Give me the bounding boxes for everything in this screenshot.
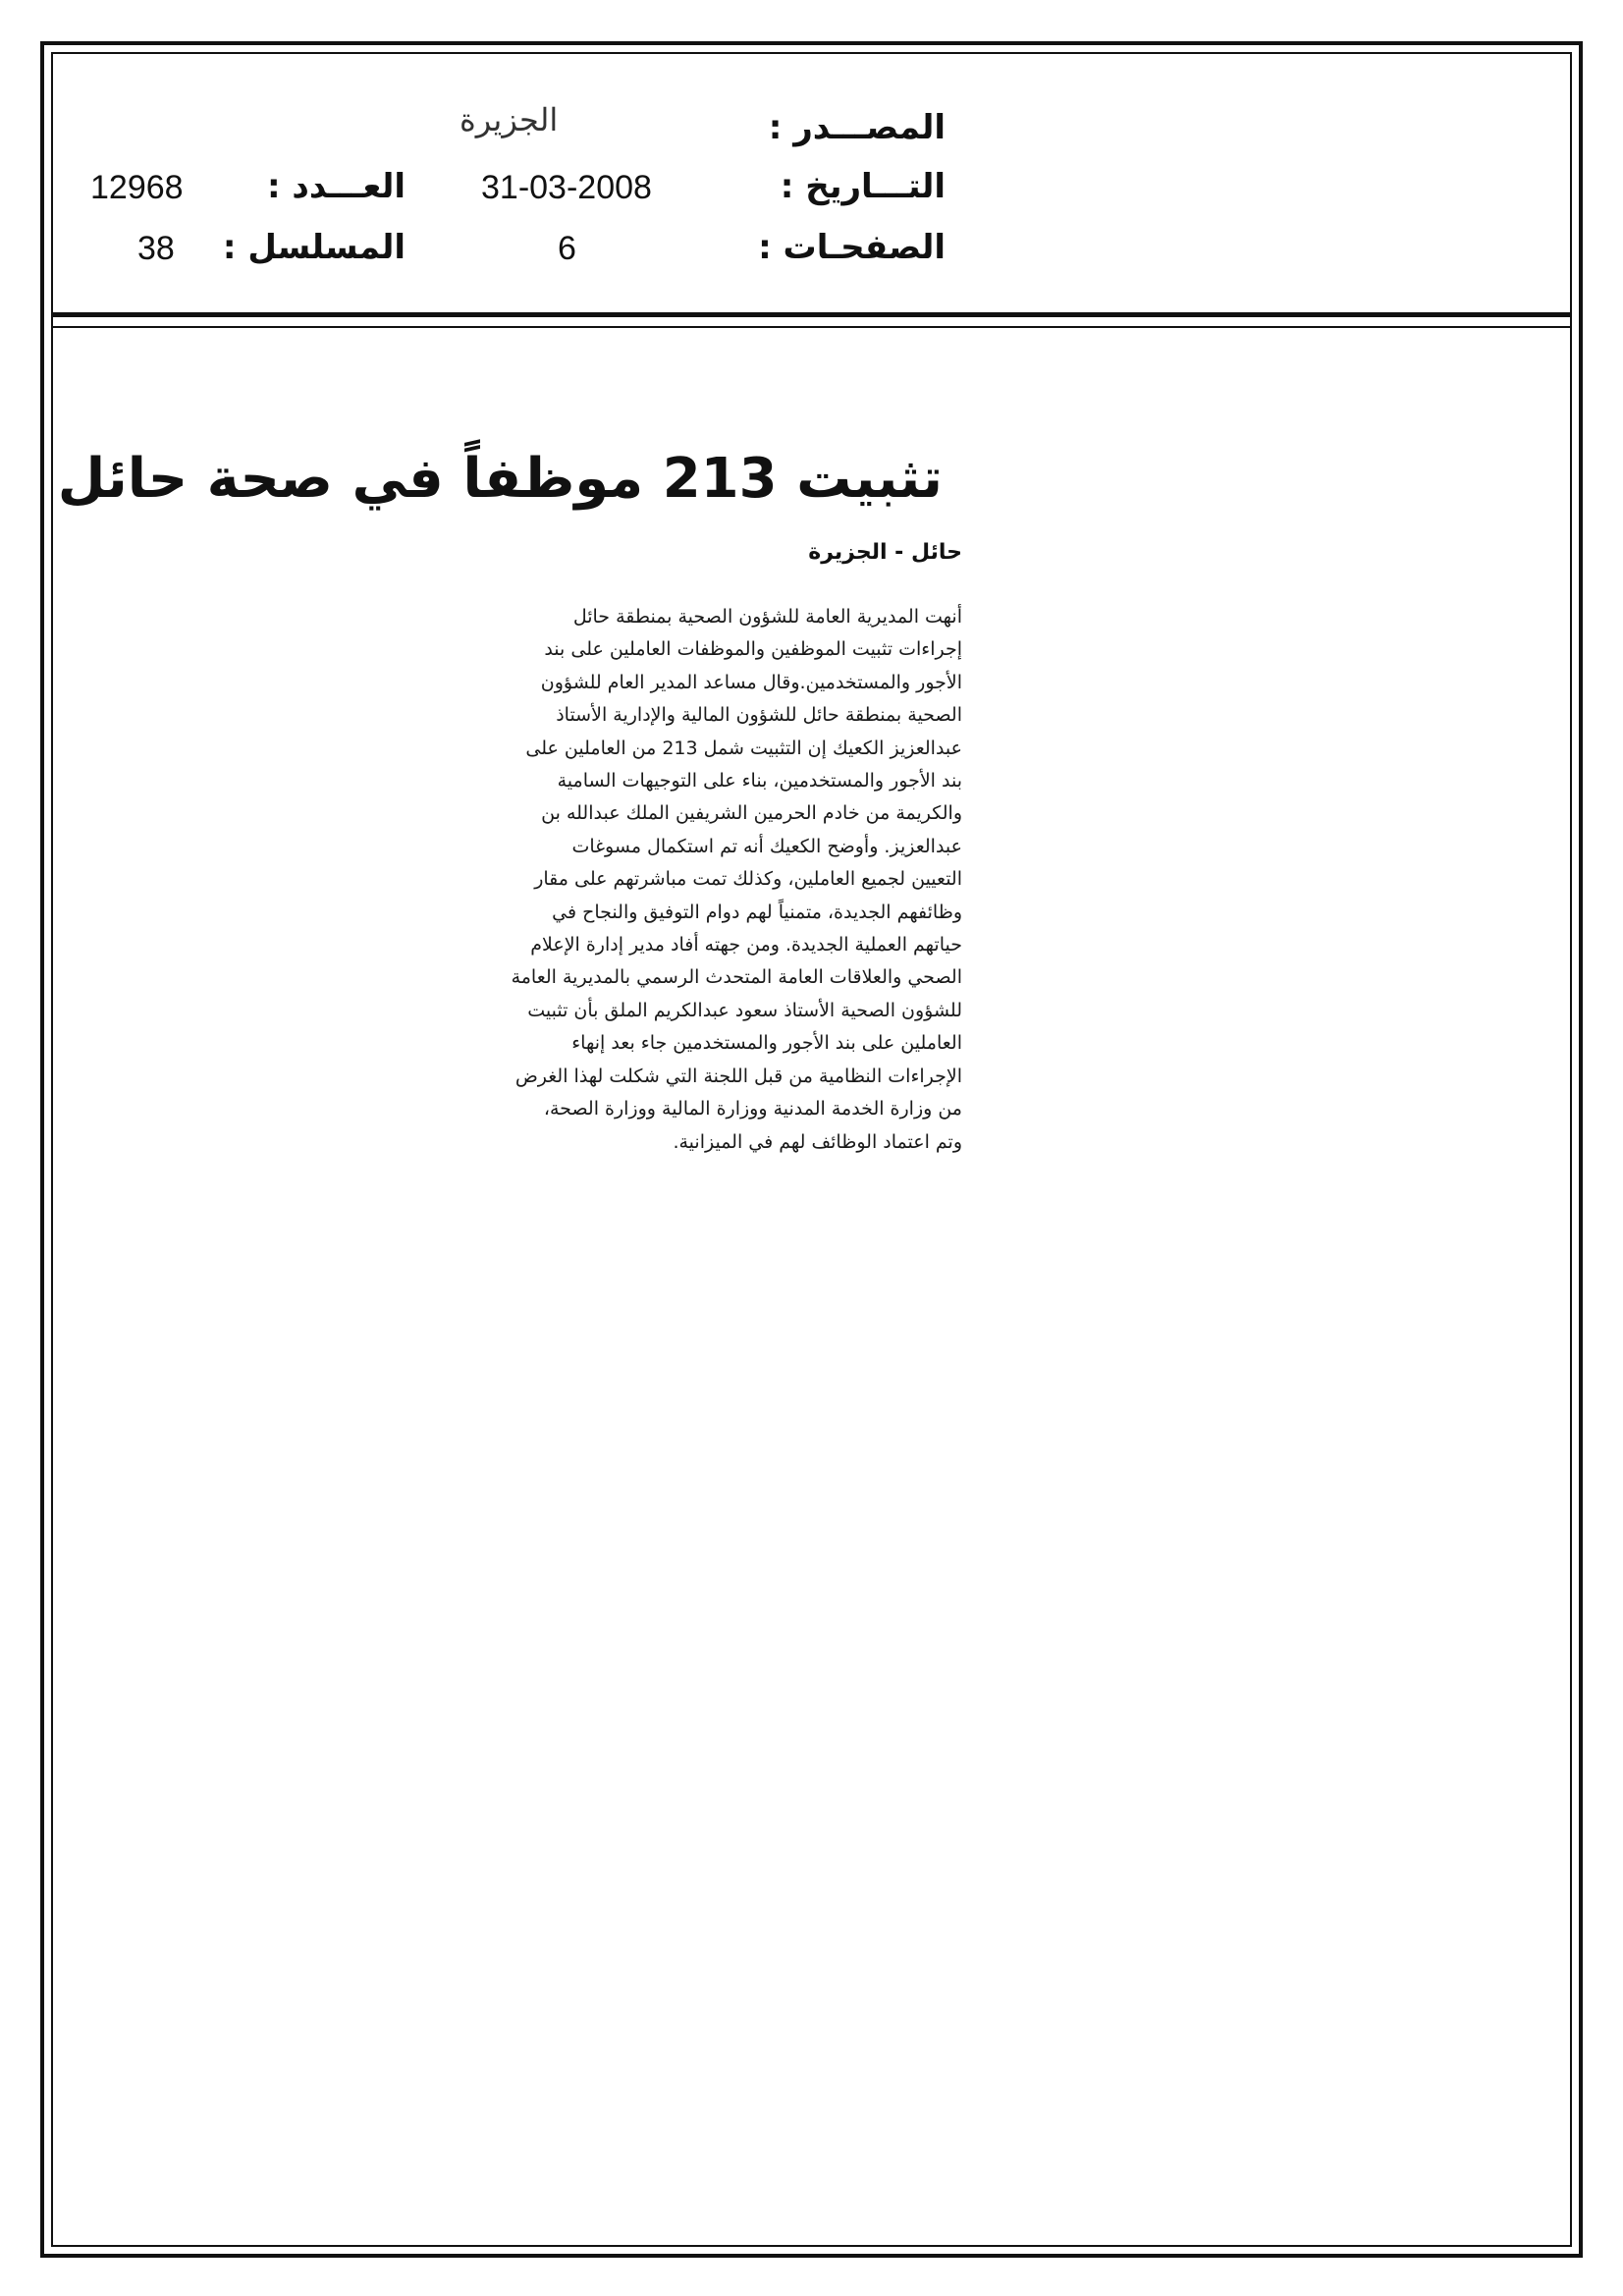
source-value: الجزيرة [460,102,559,137]
article-line: وتم اعتماد الوظائف لهم في الميزانية. [673,1130,962,1153]
article-line: عبدالعزيز. وأوضح الكعيك أنه تم استكمال مسوغات [571,835,962,857]
date-value: 31-03-2008 [481,169,652,206]
serial-value: 38 [137,230,175,267]
article-line: بند الأجور والمستخدمين، بناء على التوجيهات السامية [557,770,962,793]
issue-value: 12968 [90,169,184,206]
source-label: المصـــدر : [768,108,946,147]
pages-label: الصفحـات : [758,228,946,267]
article-line: أنهت المديرية العامة للشؤون الصحية بمنطقة حائل [572,606,962,628]
header-divider-thin [51,326,1572,328]
article-line: التعيين لجميع العاملين، وكذلك تمت مباشرتهم على مقار [534,868,962,891]
article-line: العاملين على بند الأجور والمستخدمين جاء بعد إنهاء [571,1032,962,1055]
article-line: للشؤون الصحية الأستاذ سعود عبدالكريم الملق بأن تثبيت [527,999,962,1021]
article-line: حياتهم العملية الجديدة. ومن جهته أفاد مدير إدارة الإعلام [530,934,962,957]
article-line: الإجراءات النظامية من قبل اللجنة التي شكلت لهذا الغرض [514,1065,962,1087]
article-line: وظائفهم الجديدة، متمنياً لهم دوام التوفيق والنجاح في [552,901,962,923]
date-label: التـــاريخ : [780,167,946,206]
header-divider-thick [51,312,1572,317]
article-line: الصحية بمنطقة حائل للشؤون المالية والإدارية الأستاذ [556,704,962,727]
pages-value: 6 [558,230,576,267]
article-byline: حائل - الجزيرة [808,540,962,565]
article-line: والكريمة من خادم الحرمين الشريفين الملك عبدالله بن [541,802,962,825]
article-line: من وزارة الخدمة المدنية ووزارة المالية ووزارة الصحة، [543,1098,962,1121]
article-body [432,601,962,1159]
article-line: إجراءات تثبيت الموظفين والموظفات العاملين على بند [544,638,962,661]
issue-label: العـــدد : [267,167,406,206]
article-line: الصحي والعلاقات العامة المتحدث الرسمي بالمديرية العامة [511,966,962,989]
article-title: تثبيت 213 موظفاً في صحة حائل [57,447,943,511]
article-line: عبدالعزيز الكعيك إن التثبيت شمل 213 من العاملين على [525,737,962,759]
article-line: الأجور والمستخدمين.وقال مساعد المدير العام للشؤون [540,671,962,693]
serial-label: المسلسل : [222,228,406,267]
